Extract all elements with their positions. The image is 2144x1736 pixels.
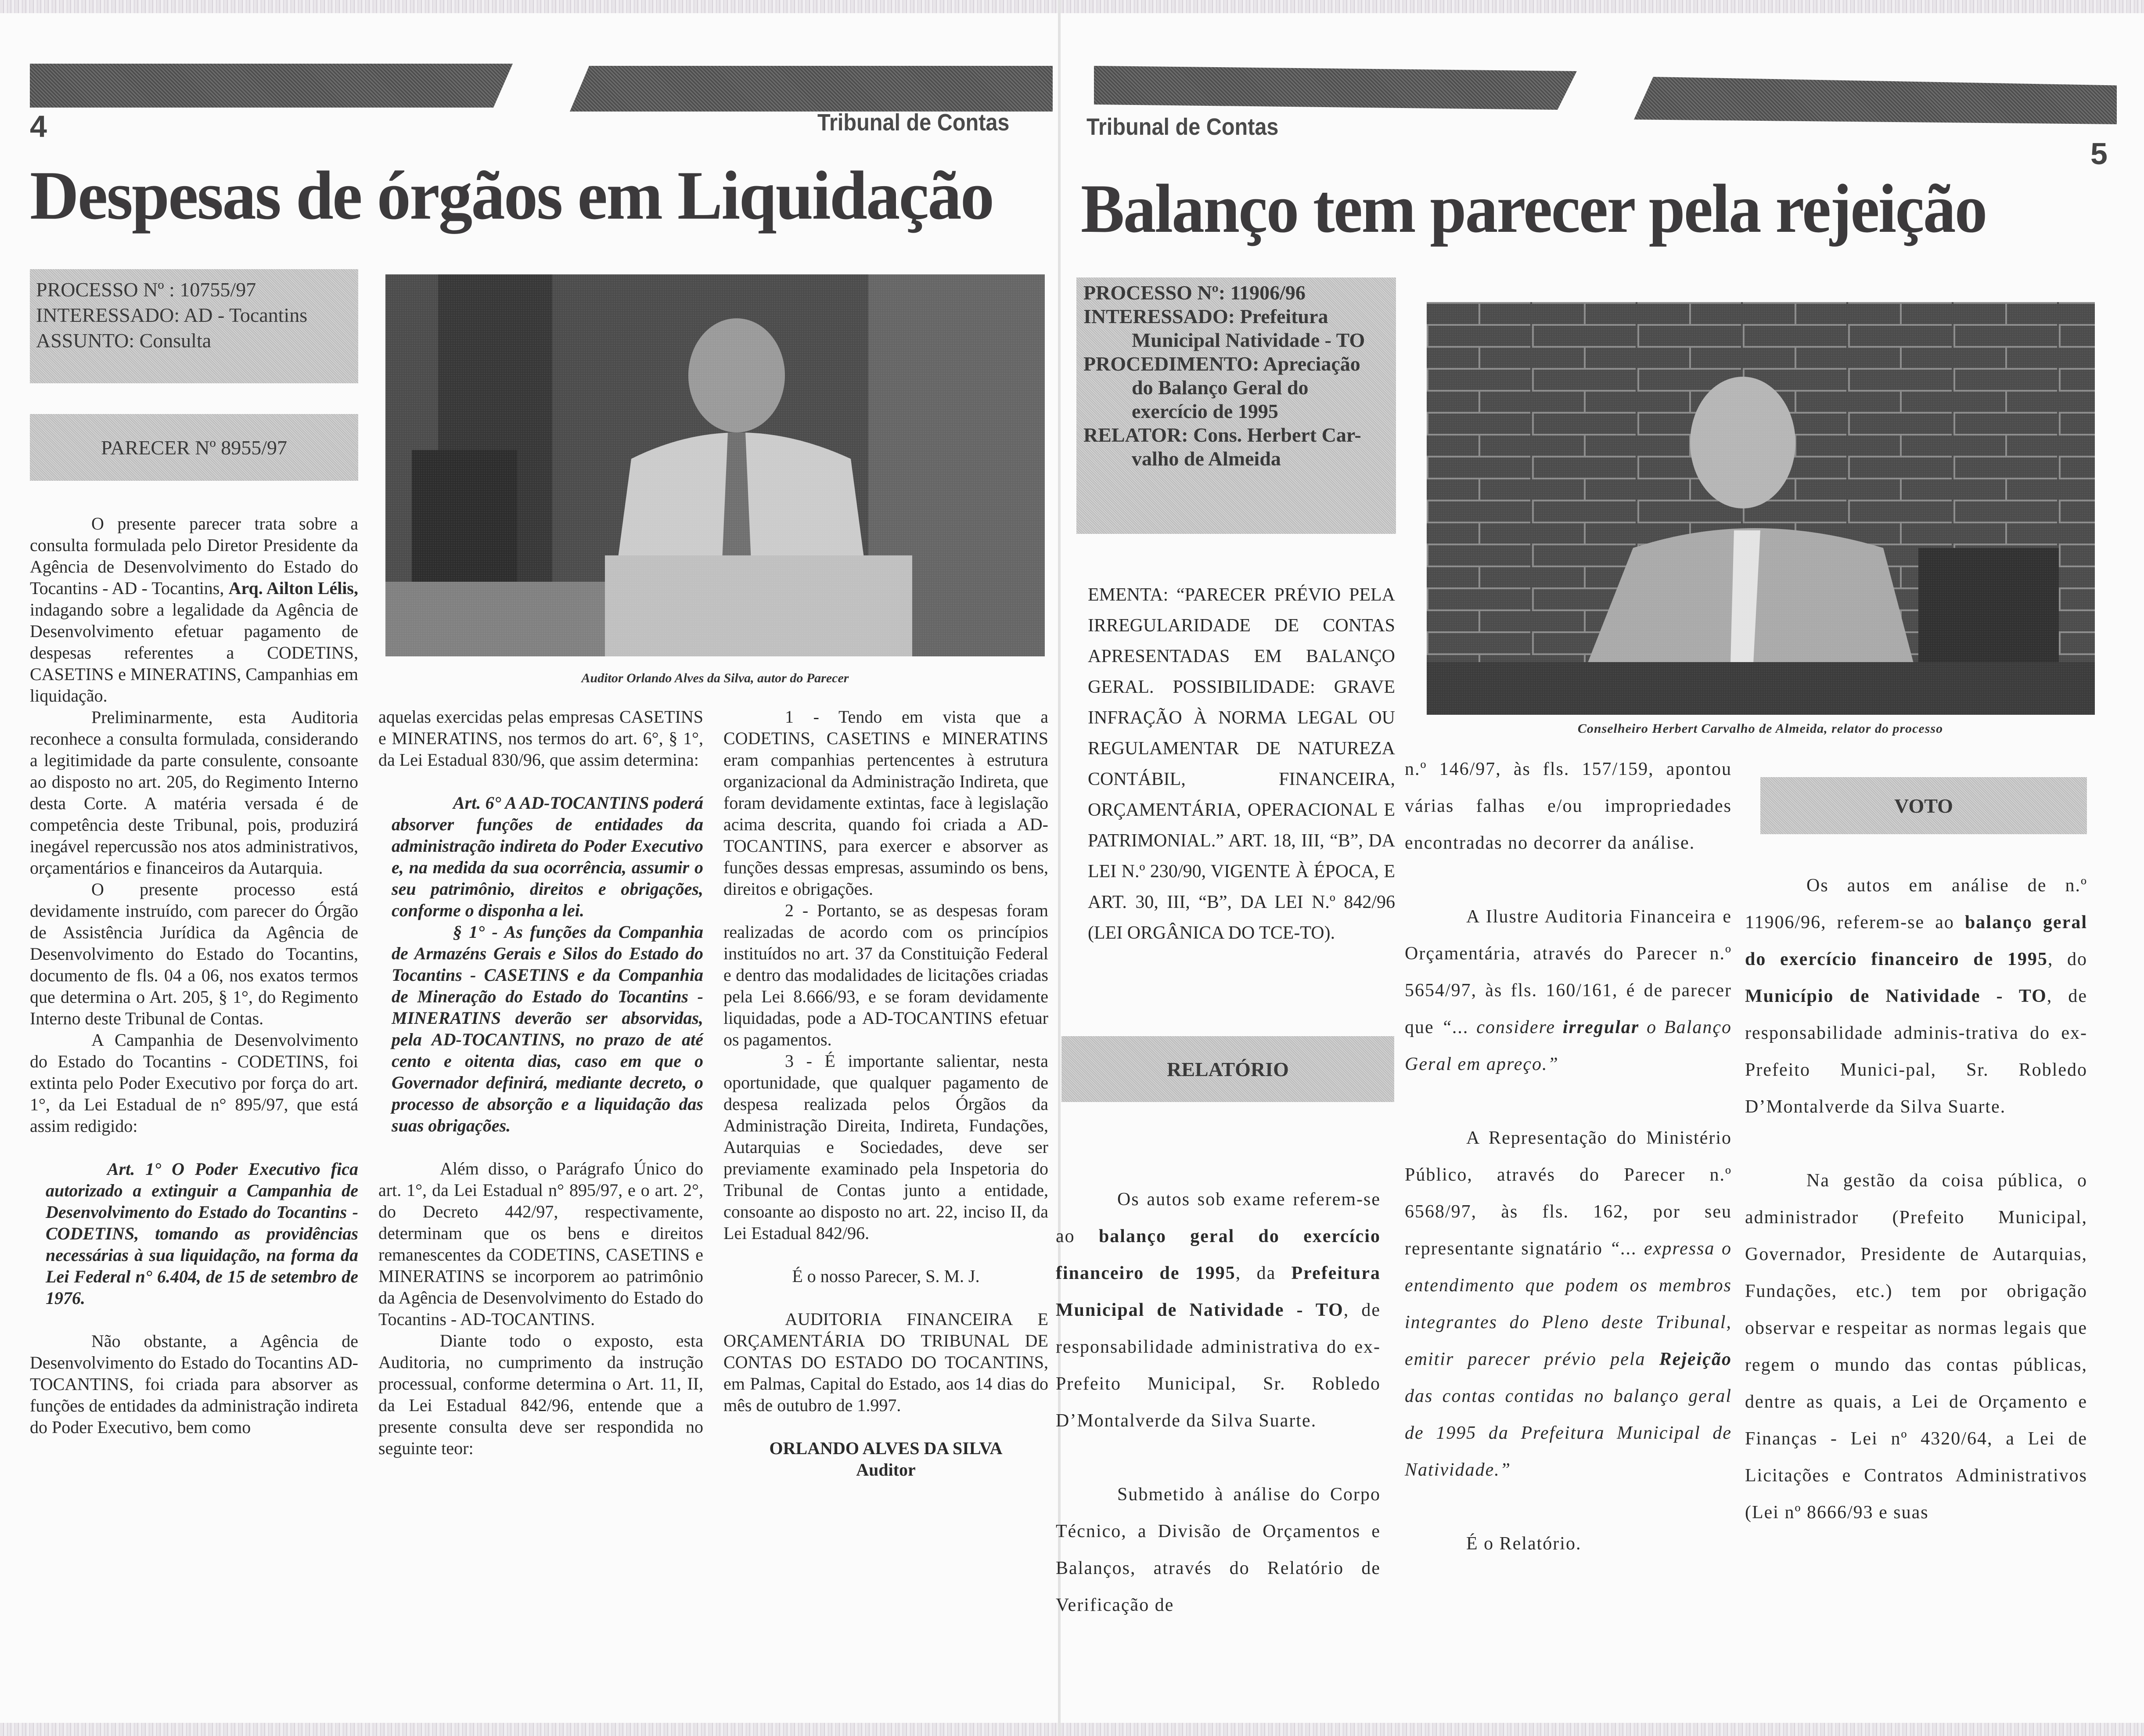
process-rapporteur-cont: valho de Almeida [1132,447,1281,470]
process-procedure-cont: exercício de 1995 [1132,400,1278,422]
page-number: 5 [2090,137,2108,171]
page-number: 4 [30,109,47,144]
parecer-number: PARECER Nº 8955/97 [101,436,288,459]
left-article-column-2 [378,706,703,1459]
paragraph: Os autos em análise de n.º 11906/96, referem-se ao balanço geral do exercício financeiro de 1995, do Município de Natividade - TO, de responsabilidade adminis-trativa do ex-Prefeito Munici-pal, Sr. Robledo D’Montalverde da Silva Suarte. [1745,875,2088,1117]
paragraph: O presente parecer trata sobre a consulta formulada pelo Diretor Presidente da Agência de Desenvolvimento do Estado do Tocantins - AD - Tocantins, Arq. Ailton Lélis, indagando sobre a legalidade da Agência de Desenvolvimento efetuar pagamento de despesas referentes a CODETINS, CASETINS e MINERATINS, Campanhias em liquidação. [30,514,358,706]
left-article-column-1 [30,513,358,1438]
counselor-photo [1427,302,2095,715]
header-band-left [30,64,513,108]
process-info-box [30,269,358,383]
right-article-column-3 [1745,867,2087,1531]
left-article-column-3 [723,706,1048,1480]
signature-name: ORLANDO ALVES DA SILVA [769,1438,1003,1458]
process-procedure-cont: do Balanço Geral do [1132,376,1309,399]
paragraph: aquelas exercidas pelas empresas CASETINS e MINERATINS, nos termos do art. 6°, § 1°, da Lei Estadual 830/96, que assim determina: [378,707,703,770]
paragraph: 3 - É importante salientar, nesta oportunidade, que qualquer pagamento de despesa realizada pelos Órgãos da Administração Direita, Indireta, Fundações, Autarquias e Sociedades, deve ser previamente examinado pela Inspetoria do Tribunal de Contas junto a entidade, consoante ao disposto no art. 22, inciso II, da Lei Estadual 842/96. [723,1051,1048,1243]
law-quote: Art. 6° A AD-TOCANTINS poderá absorver funções de entidades da administração indireta do Poder Executivo e, na medida da sua ocorrência, assumir o seu patrimônio, direitos e obrigações, conforme o disponha a lei. [392,793,703,920]
parecer-number-box [30,414,358,481]
paragraph: 1 - Tendo em vista que a CODETINS, CASETINS e MINERATINS eram companhias pertencentes à estrutura organizacional da Administração Indireta, que foram devidamente extintas, face à legislação acima descrita, quando foi criada a AD-TOCANTINS, para exercer e absorver as funções dessas empresas, assumindo os bens, direitos e obrigações. [723,707,1048,899]
header-band-left [1094,66,1577,110]
closing-statement: É o Relatório. [1466,1534,1582,1554]
process-number: PROCESSO Nº: 11906/96 [1083,281,1306,304]
counselor-photo-caption: Conselheiro Herbert Carvalho de Almeida, relator do processo [1577,721,1943,736]
law-quote: § 1° - As funções da Companhia de Armazéns Gerais e Silos do Estado do Tocantins - CASETINS e da Companhia de Mineração do Estado do Tocantins - MINERATINS deverão ser absorvidas, pela AD-TOCANTINS, no prazo de até cento e oitenta dias, caso em que o Governador definirá, mediante decreto, o processo de absorção e a liquidação das suas obrigações. [392,922,703,1135]
counselor-photo-image [1427,302,2095,715]
auditor-photo-image [385,274,1045,656]
paragraph: n.º 146/97, às fls. 157/159, apontou várias falhas e/ou impropriedades encontradas no decorrer da análise. [1405,759,1732,853]
relatorio-heading-box [1061,1036,1394,1102]
auditor-photo [385,274,1045,656]
paragraph: Submetido à análise do Corpo Técnico, a Divisão de Orçamentos e Balanços, através do Relatório de Verificação de [1056,1484,1381,1615]
ementa-summary: EMENTA: “PARECER PRÉVIO PELA IRREGULARIDADE DE CONTAS APRESENTADAS EM BALANÇO GERAL. POSSIBILIDADE: GRAVE INFRAÇÃO À NORMA LEGAL OU REGULAMENTAR DE NATUREZA CONTÁBIL, FINANCEIRA, ORÇAMENTÁRIA, OPERACIONAL E PATRIMONIAL.” ART. 18, III, “B”, DA LEI N.º 230/90, VIGENTE À ÉPOCA, E ART. 30, III, “B”, DA LEI N.º 842/96 (LEI ORGÂNICA DO TCE-TO). [1088,585,1395,943]
process-rapporteur: RELATOR: Cons. Herbert Car- [1083,424,1361,446]
process-procedure: PROCEDIMENTO: Apreciação [1083,353,1360,375]
paragraph: Além disso, o Parágrafo Único do art. 1°, da Lei Estadual n° 895/97, e o art. 2°, do Decreto 442/97, respectivamente, determinam que os bens e direitos remanescentes da CODETINS, CASETINS e MINERATINS se incorporem ao patrimônio da Agência de Desenvolvimento do Estado do Tocantins - AD-TOCANTINS. [378,1159,703,1329]
paragraph: O presente processo está devidamente instruído, com parecer do Órgão de Assistência Jurídica da Agência de Desenvolvimento do Estado do Tocantins, documento de fls. 04 a 06, nos exatos termos que determina o Art. 205, § 1°, do Regimento Interno deste Tribunal de Contas. [30,879,358,1028]
right-article-column-1 [1056,1181,1381,1624]
process-interested: INTERESSADO: AD - Tocantins [36,304,308,326]
auditor-photo-caption: Auditor Orlando Alves da Silva, autor do Parecer [581,671,849,685]
voto-heading-box [1760,777,2087,834]
header-band-right [1634,77,2117,124]
signature-title: Auditor [856,1460,916,1480]
paragraph: Diante todo o exposto, esta Auditoria, no cumprimento da instrução processual, conforme determina o Art. 11, II, da Lei Estadual 842/96, entende que a presente consulta deve ser respondida no seguinte teor: [378,1331,703,1458]
right-article-column-2 [1405,751,1732,1562]
scan-edge-bottom [0,1723,2144,1736]
masthead: Tribunal de Contas [817,109,1010,136]
process-info-box [1076,277,1396,534]
law-quote: Art. 1° O Poder Executivo fica autorizado a extinguir a Campanhia de Desenvolvimento do Estado do Tocantins - CODETINS, tomando as providências necessárias à sua liquidação, na forma da Lei Federal n° 6.404, de 15 de setembro de 1976. [46,1159,358,1308]
voto-heading: VOTO [1894,794,1953,817]
process-subject: ASSUNTO: Consulta [36,329,212,352]
process-interested: INTERESSADO: Prefeitura [1083,305,1328,328]
header-band-right [570,66,1053,112]
paragraph: Na gestão da coisa pública, o administrador (Prefeito Municipal, Governador, Presidente de Autarquias, Fundações, etc.) tem por obrigação observar e respeitar as normas legais que regem o mundo das contas públicas, dentre as quais, a Lei de Orçamento e Finanças - Lei nº 4320/64, a Lei de Licitações e Contratos Administrativos (Lei nº 8666/93 e suas [1745,1171,2087,1523]
paragraph: A Campanhia de Desenvolvimento do Estado do Tocantins - CODETINS, foi extinta pelo Poder Executivo por força do art. 1°, da Lei Estadual de n° 895/97, que está assim redigido: [30,1030,358,1136]
headline: Balanço tem parecer pela rejeição [1081,170,1986,247]
paragraph: Os autos sob exame referem-se ao balanço geral do exercício financeiro de 1995, da Prefeitura Municipal de Natividade - TO, de responsabilidade administrativa do ex-Prefeito Municipal, Sr. Robledo D’Montalverde da Silva Suarte. [1056,1189,1381,1431]
paragraph: AUDITORIA FINANCEIRA E ORÇAMENTÁRIA DO TRIBUNAL DE CONTAS DO ESTADO DO TOCANTINS, em Palmas, Capital do Estado, aos 14 dias do mês de outubro de 1.997. [723,1309,1048,1415]
relatorio-heading: RELATÓRIO [1167,1058,1289,1080]
process-interested-cont: Municipal Natividade - TO [1132,329,1365,351]
paragraph: 2 - Portanto, se as despesas foram realizadas de acordo com os princípios instituídos no art. 37 da Constituição Federal e dentro das modalidades de licitações criadas pela Lei 8.666/93, e se foram devidamente liquidadas, pode a AD-TOCANTINS efetuar os pagamentos. [723,900,1048,1049]
paragraph: Preliminarmente, esta Auditoria reconhece a consulta formulada, considerando a legitimidade da parte consulente, consoante ao disposto no art. 205, do Regimento Interno desta Corte. A matéria versada é de competência deste Tribunal, pois, produzirá inegável repercussão nos atos administrativos, orçamentários e financeiros da Autarquia. [30,707,358,878]
closing-statement: É o nosso Parecer, S. M. J. [792,1266,980,1286]
scan-edge-top [0,0,2144,13]
paragraph: A Ilustre Auditoria Financeira e Orçamentária, através do Parecer n.º 5654/97, às fls. 160/161, é de parecer que “... considere irregular o Balanço Geral em apreço.” [1405,907,1732,1074]
masthead: Tribunal de Contas [1086,114,1279,140]
process-number: PROCESSO Nº : 10755/97 [36,278,256,301]
paragraph: A Representação do Ministério Público, através do Parecer n.º 6568/97, às fls. 162, por seu representante signatário “... expressa o entendimento que podem os membros integrantes do Pleno deste Tribunal, emitir parecer prévio pela Rejeição das contas contidas no balanço geral de 1995 da Prefeitura Municipal de Natividade.” [1405,1128,1732,1480]
paragraph: Não obstante, a Agência de Desenvolvimento do Estado do Tocantins AD-TOCANTINS, foi criada para absorver as funções de entidades da administração indireta do Poder Executivo, bem como [30,1331,358,1437]
headline: Despesas de órgãos em Liquidação [30,157,993,234]
